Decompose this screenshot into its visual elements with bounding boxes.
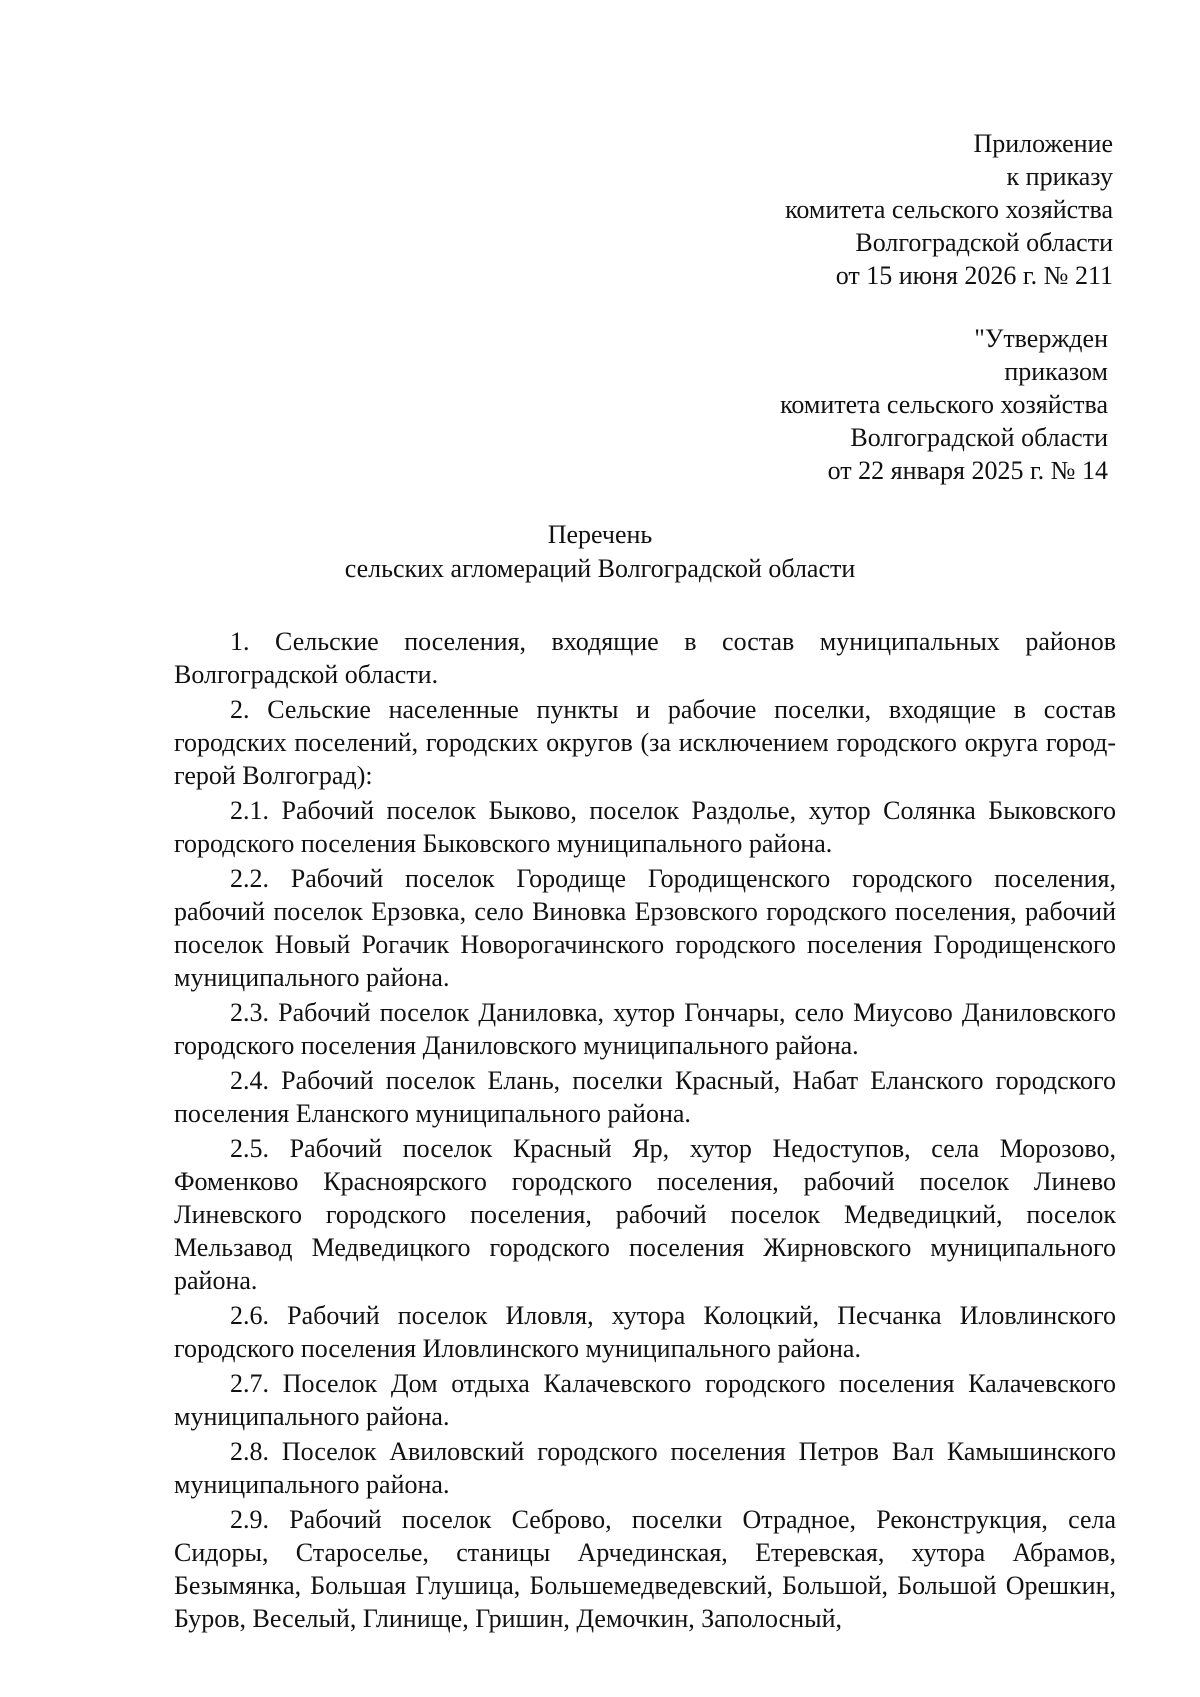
appendix-date-number: от 15 июня 2026 г. № 211 [835,261,1113,290]
approved-region: Волгоградской области [850,423,1108,452]
title-line-2: сельских агломераций Волгоградской области [344,554,856,583]
document-title [0,518,1200,586]
appendix-to-order: к приказу [1006,162,1113,191]
approved-header [780,322,1108,487]
appendix-region: Волгоградской области [855,228,1113,257]
list-item: 2.4. Рабочий поселок Елань, поселки Красный, Набат Еланского городского поселения Еланского муниципального района. [174,1066,1116,1128]
title-line-1: Перечень [547,520,653,549]
list-item: 2.1. Рабочий поселок Быково, поселок Раздолье, хутор Солянка Быковского городского поселения Быковского муниципального района. [174,796,1116,858]
list-item: 1. Сельские поселения, входящие в состав муниципальных районов Волгоградской области. [174,627,1116,689]
list-item: 2.5. Рабочий поселок Красный Яр, хутор Недоступов, села Морозово, Фоменково Красноярского городского поселения, рабочий поселок Линево Линевского городского поселения, рабочий поселок Медведицкий, поселок Мельзавод Медведицкого городского поселения Жирновского муниципального района. [174,1134,1116,1295]
list-item: 2.7. Поселок Дом отдыха Калачевского городского поселения Калачевского муниципального района. [174,1369,1116,1431]
appendix-label: Приложение [973,129,1113,158]
list-item: 2. Сельские населенные пункты и рабочие поселки, входящие в состав городских поселений, городских округов (за исключением городского округа город-герой Волгоград): [174,695,1116,790]
approved-label: "Утвержден [974,324,1108,353]
appendix-header [785,127,1113,292]
approved-date-number: от 22 января 2025 г. № 14 [827,456,1108,485]
list-item: 2.3. Рабочий поселок Даниловка, хутор Гончары, село Миусово Даниловского городского поселения Даниловского муниципального района. [174,998,1116,1060]
list-item: 2.9. Рабочий поселок Себрово, поселки Отрадное, Реконструкция, села Сидоры, Староселье, станицы Арчединская, Етеревская, хутора Абрамов, Безымянка, Большая Глушица, Большемедведевский, Большой, Большой Орешкин, Буров, Веселый, Глинище, Гришин, Демочкин, Заполосный, [174,1505,1116,1633]
approved-committee: комитета сельского хозяйства [780,390,1108,419]
list-item: 2.8. Поселок Авиловский городского поселения Петров Вал Камышинского муниципального района. [174,1437,1116,1499]
appendix-committee: комитета сельского хозяйства [785,195,1113,224]
document-body [174,625,1116,1635]
list-item: 2.2. Рабочий поселок Городище Городищенского городского поселения, рабочий поселок Ерзовка, село Виновка Ерзовского городского поселения, рабочий поселок Новый Рогачик Новорогачинского городского поселения Городищенского муниципального района. [174,864,1116,992]
approved-by-order: приказом [1004,357,1108,386]
list-item: 2.6. Рабочий поселок Иловля, хутора Колоцкий, Песчанка Иловлинского городского поселения Иловлинского муниципального района. [174,1301,1116,1363]
